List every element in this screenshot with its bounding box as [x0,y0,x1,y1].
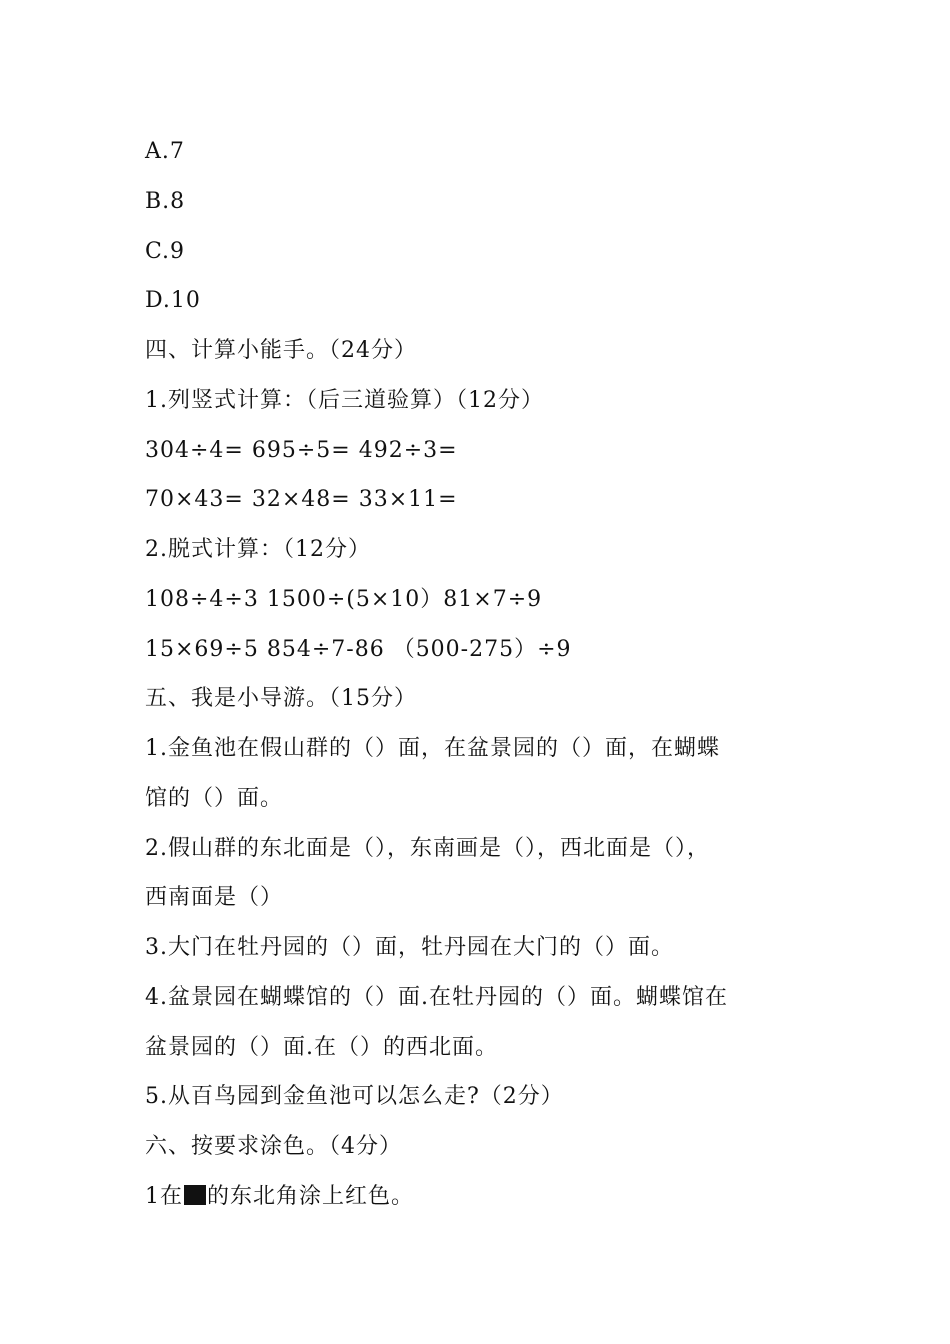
section-4-heading: 四、计算小能手。（24分） [145,338,417,363]
question-5-4: 4.盆景园在蝴蝶馆的（）面.在牡丹园的（）面。蝴蝶馆在 [145,985,728,1010]
vertical-calc-row-2: 70×43= 32×48= 33×11= [145,487,458,512]
question-6-1-prefix: 1在 [145,1184,183,1209]
section-5-heading: 五、我是小导游。（15分） [145,686,417,711]
step-calc-row-1: 108÷4÷3 1500÷(5×10）81×7÷9 [145,587,543,612]
vertical-calc-row-1: 304÷4= 695÷5= 492÷3= [145,438,458,463]
option-a: A.7 [145,139,185,164]
step-calc-row-2: 15×69÷5 854÷7-86 （500-275）÷9 [145,637,572,662]
question-5-2: 2.假山群的东北面是（），东南画是（），西北面是（）， [145,836,710,861]
question-5-4-cont: 盆景园的（）面.在（）的西北面。 [145,1035,498,1060]
question-5-5: 5.从百鸟园到金鱼池可以怎么走?（2分） [145,1084,564,1109]
question-5-1-cont: 馆的（）面。 [145,786,284,811]
question-6-1-suffix: 的东北角涂上红色。 [207,1184,415,1209]
option-b: B.8 [145,189,186,214]
option-c: C.9 [145,239,186,264]
black-square-icon [184,1185,206,1205]
question-5-2-cont: 西南面是（） [145,885,284,910]
section-6-heading: 六、按要求涂色。（4分） [145,1134,402,1159]
question-5-1: 1.金鱼池在假山群的（）面，在盆景园的（）面，在蝴蝶 [145,736,720,761]
question-5-3: 3.大门在牡丹园的（）面，牡丹园在大门的（）面。 [145,935,674,960]
option-d: D.10 [145,288,201,313]
question-4-1: 1.列竖式计算：（后三道验算）（12分） [145,388,544,413]
question-4-2: 2.脱式计算：（12分） [145,537,371,562]
question-6-1 [145,1182,835,1212]
